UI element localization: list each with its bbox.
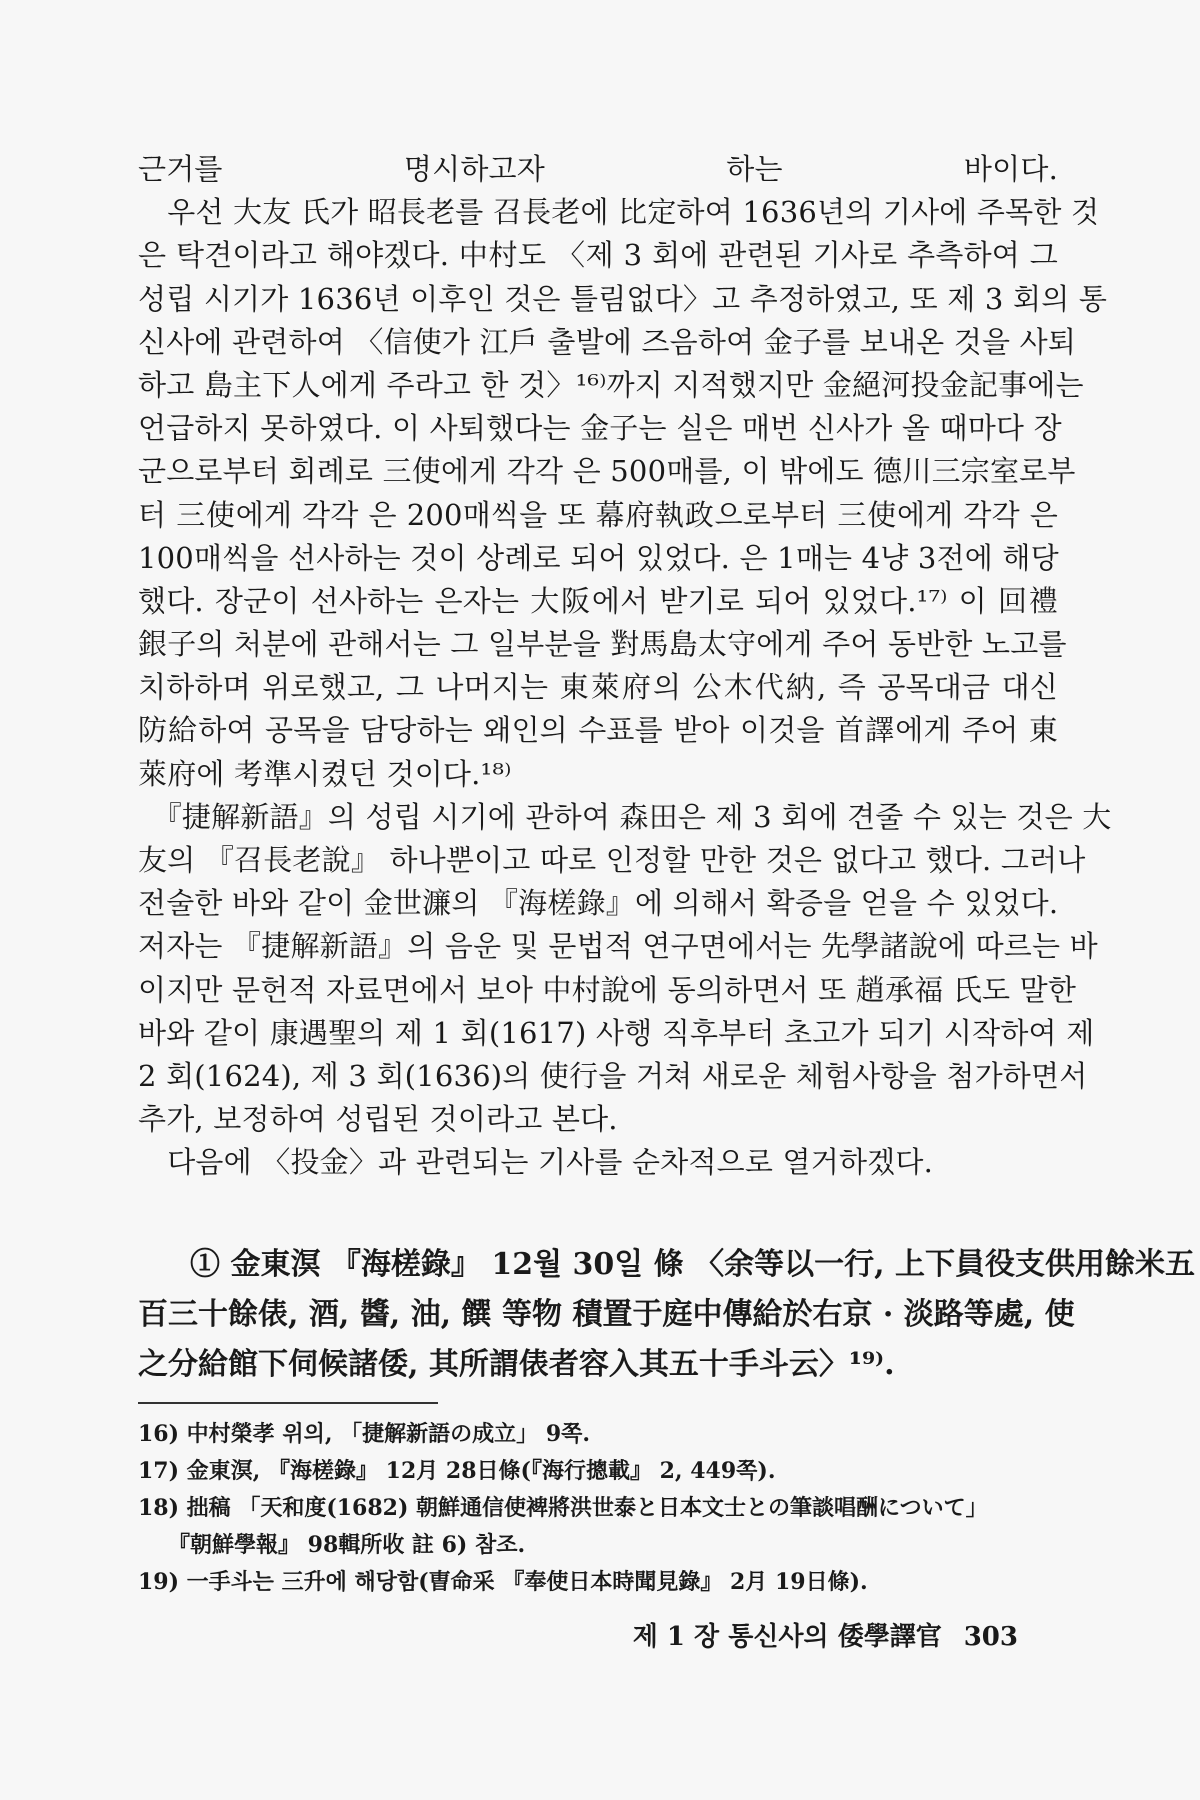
- body-line: 우선 大友 氏가 昭長老를 召長老에 比定하여 1636년의 기사에 주목한 것: [138, 195, 1100, 230]
- body-line: 防給하여 공목을 담당하는 왜인의 수표를 받아 이것을 首譯에게 주어 東: [138, 713, 1058, 748]
- body-line: 萊府에 考準시켰던 것이다.¹⁸⁾: [138, 756, 512, 791]
- quote-line: 百三十餘俵, 酒, 醬, 油, 饌 等物 積置于庭中傳給於右京 · 淡路等處, 使: [138, 1297, 1075, 1332]
- body-line: 『捷解新語』의 성립 시기에 관하여 森田은 제 3 회에 견줄 수 있는 것은 大: [138, 799, 1112, 834]
- body-text: [138, 148, 1112, 1185]
- body-line: 바와 같이 康遇聖의 제 1 회(1617) 사행 직후부터 초고가 되기 시작하여 제: [138, 1015, 1095, 1050]
- body-line: 치하하며 위로했고, 그 나머지는 東萊府의 公木代納, 즉 공목대금 대신: [138, 670, 1058, 705]
- footnote: 19) 一手斗는 三升에 해당함(曺命采 『奉使日本時聞見錄』 2月 19日條).: [138, 1569, 868, 1595]
- body-line: 언급하지 못하였다. 이 사퇴했다는 金子는 실은 매번 신사가 올 때마다 장: [138, 411, 1062, 446]
- body-line: 100매씩을 선사하는 것이 상례로 되어 있었다. 은 1매는 4냥 3전에 해당: [138, 540, 1059, 575]
- body-line: 하고 島主下人에게 주라고 한 것〉¹⁶⁾까지 지적했지만 金絕河投金記事에는: [138, 367, 1084, 402]
- quoted-passage: [138, 1240, 1196, 1390]
- body-line: 터 三使에게 각각 은 200매씩을 또 幕府執政으로부터 三使에게 각각 은: [138, 497, 1058, 532]
- footnote: 17) 金東溟, 『海槎錄』 12月 28日條(『海行摠載』 2, 449쪽).: [138, 1458, 776, 1484]
- footnote-divider: [138, 1402, 438, 1404]
- body-line: 은 탁견이라고 해야겠다. 中村도 〈제 3 회에 관련된 기사로 추측하여 그: [138, 238, 1058, 273]
- body-line: 성립 시기가 1636년 이후인 것은 틀림없다〉고 추정하였고, 또 제 3 회의 통: [138, 281, 1108, 316]
- body-line: 다음에 〈投金〉과 관련되는 기사를 순차적으로 열거하겠다.: [138, 1145, 934, 1180]
- body-line: 군으로부터 회례로 三使에게 각각 은 500매를, 이 밖에도 德川三宗室로부: [138, 454, 1076, 489]
- body-line: 추가, 보정하여 성립된 것이라고 본다.: [138, 1102, 618, 1137]
- body-line: 이지만 문헌적 자료면에서 보아 中村說에 동의하면서 또 趙承福 氏도 말한: [138, 972, 1077, 1007]
- page-number: 303: [963, 1622, 1018, 1652]
- body-line: 2 회(1624), 제 3 회(1636)의 使行을 거쳐 새로운 체험사항을 첨가하면서: [138, 1058, 1088, 1093]
- body-line: 友의 『召長老說』 하나뿐이고 따로 인정할 만한 것은 없다고 했다. 그러나: [138, 843, 1086, 877]
- body-line: 했다. 장군이 선사하는 은자는 大阪에서 받기로 되어 있었다.¹⁷⁾ 이 回禮: [138, 583, 1058, 618]
- body-line: 저자는 『捷解新語』의 음운 및 문법적 연구면에서는 先學諸說에 따르는 바: [138, 929, 1098, 964]
- running-footer: [633, 1616, 1018, 1653]
- footnote: 18) 拙稿 「天和度(1682) 朝鮮通信使裨將洪世泰と日本文士との筆談唱酬について」: [138, 1495, 988, 1521]
- footnote-continuation: 『朝鮮學報』 98輯所收 註 6) 참조.: [168, 1532, 526, 1558]
- body-line: 근거를 명시하고자 하는 바이다.: [138, 152, 1058, 186]
- body-line: 전술한 바와 같이 金世濂의 『海槎錄』에 의해서 확증을 얻을 수 있었다.: [138, 886, 1059, 921]
- chapter-title: 제 1 장 통신사의 倭學譯官: [632, 1622, 942, 1652]
- body-line: 신사에 관련하여 〈信使가 江戶 출발에 즈음하여 金子를 보내온 것을 사퇴: [138, 324, 1077, 359]
- footnotes: [138, 1416, 1058, 1601]
- quote-line: 之分給館下伺候諸倭, 其所謂俵者容入其五十手斗云〉¹⁹⁾.: [138, 1347, 895, 1382]
- body-line: 銀子의 처분에 관해서는 그 일부분을 對馬島太守에게 주어 동반한 노고를: [138, 627, 1067, 662]
- quote-line: ① 金東溟 『海槎錄』 12월 30일 條 〈余等以一行, 上下員役支供用餘米五: [190, 1247, 1196, 1282]
- footnote: 16) 中村榮孝 위의, 「捷解新語の成立」 9쪽.: [138, 1421, 591, 1447]
